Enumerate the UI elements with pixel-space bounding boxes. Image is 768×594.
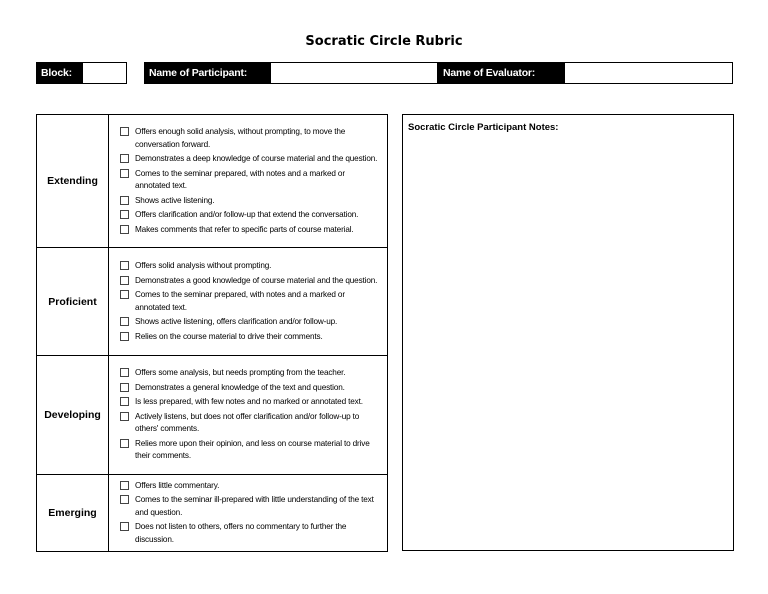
criterion-text: Offers clarification and/or follow-up that extend the conversation. (135, 210, 359, 219)
notes-panel[interactable] (402, 114, 734, 551)
criterion-text: Relies on the course material to drive their comments. (135, 331, 323, 341)
criterion-text: Does not listen to others, offers no commentary to further the discussion. (135, 522, 347, 544)
criterion-item (120, 521, 381, 546)
criterion-item (120, 494, 381, 519)
criterion-item (120, 153, 381, 166)
criterion-item (120, 316, 381, 329)
criteria-list (109, 356, 388, 475)
criterion-item (120, 411, 381, 436)
criterion-text: Demonstrates a good knowledge of course material and the question. (135, 275, 378, 285)
criterion-checkbox[interactable] (120, 154, 129, 163)
criterion-text: Actively listens, but does not offer clarification and/or follow-up to others' comments. (135, 411, 360, 434)
criterion-checkbox[interactable] (120, 332, 129, 341)
criterion-text: Comes to the seminar ill-prepared with little understanding of the text and question. (135, 495, 374, 517)
block-label: Block: (36, 62, 82, 84)
criterion-text: Is less prepared, with few notes and no marked or annotated text. (135, 397, 363, 407)
criterion-item (120, 289, 381, 314)
criterion-checkbox[interactable] (120, 495, 129, 504)
criterion-item (120, 224, 381, 237)
criterion-checkbox[interactable] (120, 522, 129, 531)
criterion-checkbox[interactable] (120, 261, 129, 270)
criterion-text: Shows active listening, offers clarification and/or follow-up. (135, 317, 338, 326)
criterion-checkbox[interactable] (120, 481, 129, 490)
criterion-checkbox[interactable] (120, 210, 129, 219)
rubric-row (37, 115, 388, 248)
block-field[interactable] (82, 62, 127, 84)
evaluator-label: Name of Evaluator: (438, 62, 564, 84)
level-label: Proficient (37, 248, 109, 356)
criterion-text: Offers some analysis, but needs prompting from the teacher. (135, 368, 346, 378)
level-label: Developing (37, 356, 109, 475)
page-title: Socratic Circle Rubric (305, 34, 463, 49)
criterion-item (120, 195, 381, 208)
criterion-checkbox[interactable] (120, 383, 129, 392)
criterion-item (120, 275, 381, 288)
criterion-text: Shows active listening. (135, 195, 215, 205)
criterion-text: Demonstrates a deep knowledge of course material and the question. (135, 154, 378, 163)
criterion-checkbox[interactable] (120, 368, 129, 377)
criteria-list (109, 115, 388, 248)
notes-title: Socratic Circle Participant Notes: (408, 122, 559, 133)
criterion-item (120, 260, 381, 273)
criterion-item (120, 367, 381, 380)
rubric-row (37, 356, 388, 475)
header-bar (36, 62, 127, 84)
criterion-text: Relies more upon their opinion, and less on course material to drive their comments. (135, 438, 370, 461)
criterion-text: Comes to the seminar prepared, with notes and a marked or annotated text. (135, 168, 345, 190)
criterion-checkbox[interactable] (120, 439, 129, 448)
criterion-text: Comes to the seminar prepared, with notes and a marked or annotated text. (135, 290, 345, 312)
criterion-text: Offers enough solid analysis, without prompting, to move the conversation forward. (135, 127, 346, 149)
criterion-checkbox[interactable] (120, 412, 129, 421)
rubric-table (36, 114, 388, 552)
criterion-checkbox[interactable] (120, 169, 129, 178)
rubric-row (37, 475, 388, 552)
criterion-item (120, 396, 381, 409)
criterion-item (120, 438, 381, 463)
criterion-item (120, 168, 381, 193)
level-label: Extending (37, 115, 109, 248)
rubric-row (37, 248, 388, 356)
criterion-checkbox[interactable] (120, 317, 129, 326)
criterion-item (120, 382, 381, 395)
participant-label: Name of Participant: (144, 62, 270, 84)
criterion-item (120, 331, 381, 344)
evaluator-field[interactable] (564, 62, 733, 84)
criterion-text: Offers little commentary. (135, 480, 220, 490)
criterion-text: Demonstrates a general knowledge of the text and question. (135, 382, 345, 392)
criterion-checkbox[interactable] (120, 196, 129, 205)
criteria-list (109, 475, 388, 552)
criterion-text: Offers solid analysis without prompting. (135, 261, 272, 270)
header-bar-names (144, 62, 733, 84)
criterion-checkbox[interactable] (120, 276, 129, 285)
criterion-item (120, 209, 381, 222)
level-label: Emerging (37, 475, 109, 552)
criteria-list (109, 248, 388, 356)
criterion-checkbox[interactable] (120, 127, 129, 136)
criterion-checkbox[interactable] (120, 225, 129, 234)
criterion-checkbox[interactable] (120, 290, 129, 299)
criterion-item (120, 126, 381, 151)
criterion-checkbox[interactable] (120, 397, 129, 406)
criterion-text: Makes comments that refer to specific parts of course material. (135, 224, 354, 234)
participant-field[interactable] (270, 62, 438, 84)
criterion-item (120, 480, 381, 493)
